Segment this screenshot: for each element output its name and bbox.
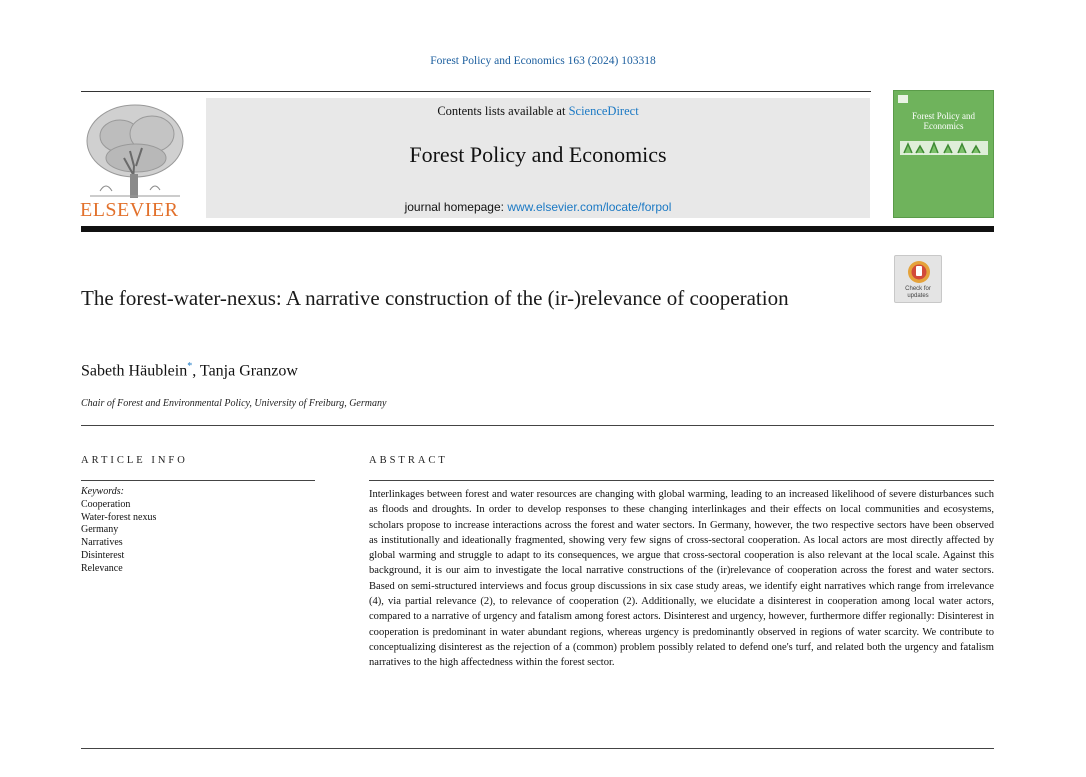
journal-homepage-link[interactable]: www.elsevier.com/locate/forpol [507, 200, 672, 214]
section-rule [81, 425, 994, 426]
header-rule [81, 91, 871, 92]
cover-forest-band-icon [900, 141, 988, 155]
keyword-item: Narratives [81, 537, 123, 549]
keyword-item: Relevance [81, 562, 123, 574]
check-for-updates-button[interactable] [894, 255, 942, 303]
contents-prefix: Contents lists available at [437, 104, 569, 118]
contents-line [206, 104, 870, 119]
author-name[interactable]: Tanja Granzow [199, 362, 298, 380]
journal-cover-thumbnail[interactable] [893, 90, 994, 218]
sciencedirect-link[interactable]: ScienceDirect [568, 104, 639, 118]
check-for-updates-label: Check for updates [905, 286, 931, 299]
keyword-item: Cooperation [81, 498, 131, 510]
author-list [81, 361, 298, 380]
bottom-rule [81, 748, 994, 749]
abstract-heading: ABSTRACT [369, 455, 448, 466]
abstract-rule [369, 480, 994, 481]
keyword-item: Disinterest [81, 549, 125, 561]
abstract-text: Interlinkages between forest and water resources are changing with global warming, leading to an increased likelihood of severe disturbances such as floods and droughts. In order to develop responses to these changing interlinkages and their effects on local communities and ecosystems, scholars propose to increase interactions across the forest and water sectors. In Germany, however, the two respective sectors have been observed as institutionally and ideationally fragmented, showing very few signs of cross-sectoral cooperation. As local actors are most directly affected by global warming and struggle to adapt to its consequences, we argue that cross-sectoral cooperation is also relevant at the local scale. Against this background, it is our aim to investigate the local narrative constructions of the (ir)relevance of cooperation across the forest and water sectors. Based on semi-structured interviews and focus group discussions in six case study areas, we identify eight narratives which range from irrelevance (4), via partial relevance (2), to relevance of cooperation (2). Additionally, we elucidate a disinterest in cooperation among local water actors, compared to a narrative of urgency and fatalism among forest actors. Disinterest and urgency, however, furthermore differ regionally: Disinterest in cooperation is predominant in water abundant regions, whereas urgency is predominantly observed in regions of water scarcity. We contribute to conceptualizing disinterest as the rejection of a (common) problem possibly related to defend one's turf, and related both the urgency and fatalism narratives to the high affectedness within the forest sector. [369, 489, 994, 669]
journal-citation[interactable]: Forest Policy and Economics 163 (2024) 103318 [430, 55, 656, 67]
author-affiliation: Chair of Forest and Environmental Policy, University of Freiburg, Germany [81, 398, 387, 409]
article-info-rule [81, 480, 315, 481]
check-updates-icon [895, 258, 943, 288]
keyword-item: Water-forest nexus [81, 511, 157, 523]
article-info-heading: ARTICLE INFO [81, 455, 188, 466]
keywords-block [81, 486, 156, 576]
cover-title: Forest Policy and Economics [912, 111, 975, 131]
homepage-prefix: journal homepage: [404, 200, 508, 214]
journal-masthead [206, 98, 870, 218]
author-separator: , [192, 362, 200, 380]
journal-title: Forest Policy and Economics [409, 142, 667, 167]
author-name[interactable]: Sabeth Häublein [81, 362, 188, 380]
elsevier-wordmark: ELSEVIER [80, 199, 179, 221]
keyword-item: Germany [81, 524, 119, 536]
homepage-line [206, 200, 870, 214]
keywords-label: Keywords: [81, 486, 124, 497]
article-title: The forest-water-nexus: A narrative construction of the (ir-)relevance of cooperation [81, 286, 789, 310]
corresponding-author-mark[interactable]: * [187, 361, 193, 372]
cover-logo-icon [898, 95, 908, 103]
masthead-thick-rule [81, 226, 994, 232]
